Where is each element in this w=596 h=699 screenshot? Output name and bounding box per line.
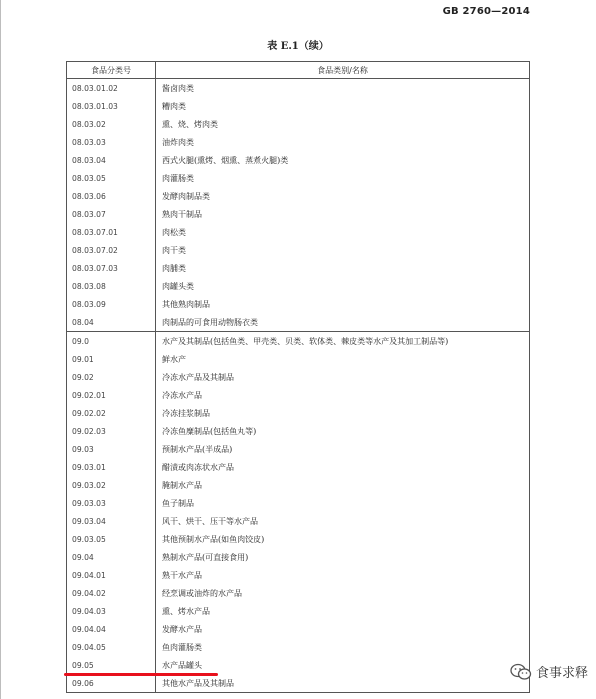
food-name-cell: 熏、烤水产品 [162, 606, 210, 616]
food-name-cell: 糟肉类 [162, 101, 186, 111]
table-row [67, 440, 529, 458]
table-group-meat [67, 79, 529, 332]
food-code-cell: 08.03.07 [67, 205, 156, 223]
table-row [67, 404, 529, 422]
watermark-text: 食事求释 [535, 666, 588, 681]
table-row [67, 313, 529, 331]
food-code-cell: 08.03.01.03 [67, 97, 156, 115]
food-code-cell: 09.03 [67, 440, 156, 458]
standard-number: GB 2760—2014 [442, 6, 530, 17]
table-row [67, 350, 529, 368]
food-name-cell: 肉脯类 [162, 263, 186, 273]
food-code-cell: 09.06 [67, 674, 156, 692]
table-row [67, 368, 529, 386]
food-code-cell: 09.02 [67, 368, 156, 386]
food-name-cell: 鲜水产 [162, 354, 186, 364]
table-row [67, 638, 529, 656]
table-row [67, 332, 529, 350]
food-name-cell: 风干、烘干、压干等水产品 [162, 516, 258, 526]
food-name-cell: 醋渍或肉冻状水产品 [162, 462, 234, 472]
food-name-cell: 水产品罐头 [162, 660, 202, 670]
food-name-cell: 发酵肉制品类 [162, 191, 210, 201]
table-row [67, 566, 529, 584]
food-name-cell: 熟干水产品 [162, 570, 202, 580]
food-code-cell: 09.03.05 [67, 530, 156, 548]
food-name-cell: 冷冻挂浆制品 [162, 408, 210, 418]
highlight-underline [64, 673, 218, 676]
food-name-cell: 肉制品的可食用动物肠衣类 [162, 317, 258, 327]
food-name-cell: 其他水产品及其制品 [162, 678, 234, 688]
food-code-cell: 09.04.04 [67, 620, 156, 638]
food-code-cell: 08.03.01.02 [67, 79, 156, 97]
food-code-cell: 09.03.03 [67, 494, 156, 512]
food-name-cell: 鱼子制品 [162, 498, 194, 508]
table-row [67, 656, 529, 674]
watermark [510, 662, 588, 681]
table-row [67, 97, 529, 115]
food-name-cell: 其他熟肉制品 [162, 299, 210, 309]
food-name-cell: 冷冻水产品及其制品 [162, 372, 234, 382]
table-row [67, 187, 529, 205]
food-code-cell: 09.02.03 [67, 422, 156, 440]
food-code-cell: 09.02.02 [67, 404, 156, 422]
food-name-cell: 预制水产品(半成品) [162, 444, 233, 454]
header-food-name: 食品类别/名称 [317, 65, 368, 75]
food-code-cell: 09.01 [67, 350, 156, 368]
page-edge-rule [0, 0, 1, 699]
table-row [67, 79, 529, 97]
food-code-cell: 08.03.04 [67, 151, 156, 169]
food-name-cell: 肉干类 [162, 245, 186, 255]
food-name-cell: 熟制水产品(可直接食用) [162, 552, 249, 562]
food-code-cell: 09.04 [67, 548, 156, 566]
food-name-cell: 鱼肉灌肠类 [162, 642, 202, 652]
food-code-cell: 09.04.03 [67, 602, 156, 620]
table-row [67, 115, 529, 133]
food-name-cell: 其他预制水产品(如鱼肉饺皮) [162, 534, 265, 544]
food-code-cell: 08.03.05 [67, 169, 156, 187]
table-row [67, 295, 529, 313]
table-row [67, 151, 529, 169]
food-name-cell: 发酵水产品 [162, 624, 202, 634]
food-name-cell: 肉松类 [162, 227, 186, 237]
table-row [67, 422, 529, 440]
food-name-cell: 油炸肉类 [162, 137, 194, 147]
table-group-aquatic [67, 332, 529, 692]
table-header [67, 62, 529, 79]
food-code-cell: 08.04 [67, 313, 156, 331]
food-code-cell: 08.03.03 [67, 133, 156, 151]
wechat-icon [510, 663, 532, 681]
food-name-cell: 熟肉干制品 [162, 209, 202, 219]
food-code-cell: 08.03.08 [67, 277, 156, 295]
table-title: 表 E.1（续） [267, 41, 329, 52]
food-code-cell: 09.04.02 [67, 584, 156, 602]
table-row [67, 584, 529, 602]
food-name-cell: 酱卤肉类 [162, 83, 194, 93]
food-code-cell: 09.03.02 [67, 476, 156, 494]
table-row [67, 133, 529, 151]
food-name-cell: 肉罐头类 [162, 281, 194, 291]
food-name-cell: 腌制水产品 [162, 480, 202, 490]
table-row [67, 530, 529, 548]
table-row [67, 512, 529, 530]
table-row [67, 205, 529, 223]
food-code-cell: 09.02.01 [67, 386, 156, 404]
food-code-cell: 08.03.02 [67, 115, 156, 133]
table-row [67, 259, 529, 277]
food-code-cell: 08.03.07.01 [67, 223, 156, 241]
table-row [67, 458, 529, 476]
table-row [67, 476, 529, 494]
food-category-table [66, 61, 530, 693]
food-name-cell: 肉灌肠类 [162, 173, 194, 183]
table-row [67, 223, 529, 241]
food-code-cell: 08.03.07.03 [67, 259, 156, 277]
food-name-cell: 经烹调或油炸的水产品 [162, 588, 242, 598]
food-code-cell: 09.03.01 [67, 458, 156, 476]
food-name-cell: 熏、烧、烤肉类 [162, 119, 218, 129]
food-name-cell: 西式火腿(熏烤、烟熏、蒸煮火腿)类 [162, 155, 289, 165]
food-code-cell: 09.05 [67, 656, 156, 674]
table-row [67, 169, 529, 187]
table-row [67, 548, 529, 566]
table-row [67, 674, 529, 692]
food-code-cell: 08.03.06 [67, 187, 156, 205]
food-name-cell: 冷冻水产品 [162, 390, 202, 400]
table-row [67, 602, 529, 620]
food-name-cell: 水产及其制品(包括鱼类、甲壳类、贝类、软体类、棘皮类等水产及其加工制品等) [162, 336, 449, 346]
table-row [67, 277, 529, 295]
food-code-cell: 08.03.07.02 [67, 241, 156, 259]
food-code-cell: 09.0 [67, 332, 156, 350]
food-name-cell: 冷冻鱼糜制品(包括鱼丸等) [162, 426, 257, 436]
table-row [67, 494, 529, 512]
table-row [67, 620, 529, 638]
header-food-code: 食品分类号 [67, 62, 156, 78]
table-row [67, 386, 529, 404]
food-code-cell: 08.03.09 [67, 295, 156, 313]
food-code-cell: 09.03.04 [67, 512, 156, 530]
food-code-cell: 09.04.05 [67, 638, 156, 656]
table-row [67, 241, 529, 259]
food-code-cell: 09.04.01 [67, 566, 156, 584]
